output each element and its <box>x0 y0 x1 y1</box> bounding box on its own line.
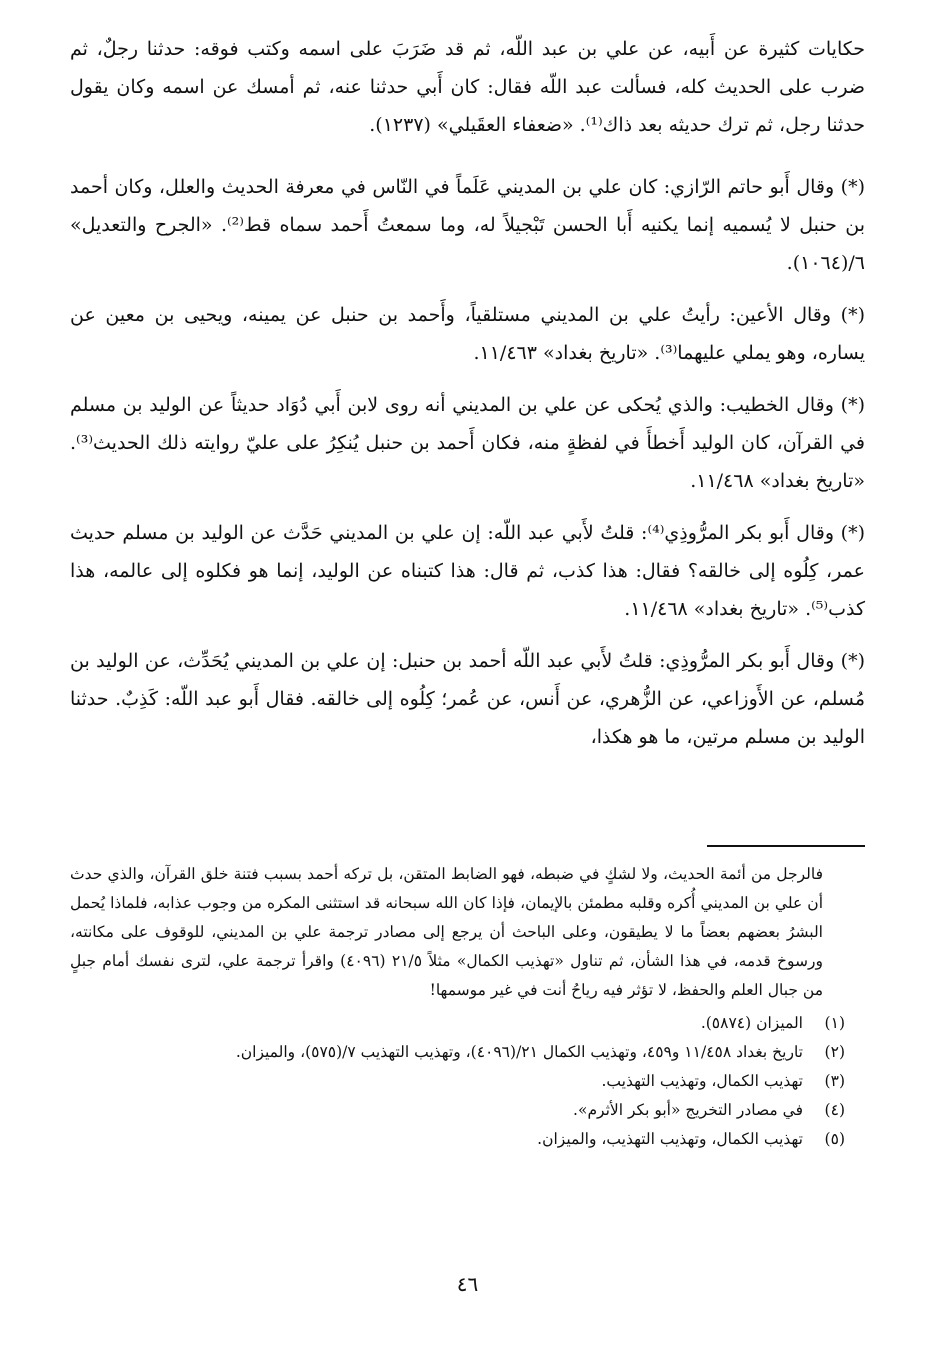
paragraph-6: (*) وقال أَبو بكر المرُّوذِي: قلتُ لأَبي عبد اللّه أحمد بن حنبل: إن علي بن المديني يُحَدِّث، عن الوليد بن مُسلم، عن الأَوزاعي، عن الزُّهري، عن أَنس، عن عُمر؛ كِلُوه إلى خالقه. فقال أَبو عبد اللّه: كَذِبٌ. حدثنا الوليد بن مسلم مرتين، ما هو هكذا، <box>70 650 865 748</box>
paragraph-1: حكايات كثيرة عن أَبيه، عن علي بن عبد اللّه، ثم قد ضَرَبَ على اسمه وكتب فوقه: حدثنا رجلٌ، ثم ضرب على الحديث كله، فسألت عبد اللّه فقال: كان أَبي حدثنا عنه، ثم أمسك عن اسمه وكان يقول حدثنا رجل، ثم ترك حديثه بعد ذاك⁽¹⁾. «ضعفاء العقَيلي» (١٢٣٧). <box>70 38 865 136</box>
footnote-divider <box>707 845 865 847</box>
footnote-item <box>70 1096 845 1125</box>
footnote-text: في مصادر التخريج «أبو بكر الأثرم». <box>573 1101 803 1119</box>
footnote-text: الميزان (٥٨٧٤). <box>700 1014 803 1032</box>
paragraph-3: (*) وقال الأعين: رأيتُ علي بن المديني مستلقياً، وأَحمد بن حنبل عن يمينه، ويحيى بن معين عن يساره، وهو يملي عليهما⁽³⁾. «تاريخ بغداد» ١١/٤٦٣. <box>70 304 865 364</box>
footnote-item <box>70 1009 845 1038</box>
footnote-item <box>70 1125 845 1154</box>
footnote-number: (٥) <box>824 1130 845 1148</box>
footnote-text: تهذيب الكمال، وتهذيب التهذيب، والميزان. <box>537 1130 803 1148</box>
page-number: ٤٦ <box>456 1272 479 1296</box>
footnote-continuation: فالرجل من أئمة الحديث، ولا لشكٍ في ضبطه، فهو الضابط المتقن، بل تركه أحمد بسبب فتنة خلق القرآن، والذي حدث أن علي بن المديني أُكره وقلبه مطمئن بالإيمان، فإذا كان الله سبحانه قد استثنى المكره من وجوب عذابه، فلماذا يُحمل البشرُ بعضهم بعضاً ما لا يطيقون، وعلى الباحث أن يرجع إلى مصادر ترجمة علي بن المديني، للوقوف على مكانته، ورسوخ قدمه، في هذا الشأن، ثم تناول «تهذيب الكمال» مثلاً ٢١/٥ (٤٠٩٦) واقرأ ترجمة علي، لترى نفسك أمام جبلٍ من جبال العلم والحفظ، لا تؤثر فيه رياحُ أنت في غير موسمها! <box>70 865 823 999</box>
footnote-number: (١) <box>824 1014 845 1032</box>
footnote-number: (٤) <box>824 1101 845 1119</box>
main-text <box>70 30 865 756</box>
footnote-number: (٢) <box>824 1043 845 1061</box>
footnotes <box>70 860 845 1154</box>
footnote-item <box>70 1067 845 1096</box>
paragraph-5: (*) وقال أَبو بكر المرُّوذِي⁽⁴⁾: قلتُ لأَبي عبد اللّه: إن علي بن المديني حَدَّث عن الوليد بن مسلم حديث عمر، كِلُوه إلى خالقه؟ فقال: هذا كذب، ثم قال: هذا كتبناه عن الوليد، إنما هو فكلوه إلى عالمه، هذا كذب⁽⁵⁾. «تاريخ بغداد» ١١/٤٦٨. <box>70 522 865 620</box>
paragraph-4: (*) وقال الخطيب: والذي يُحكى عن علي بن المديني أنه روى لابن أَبي دُوَاد حديثاً عن الوليد بن مسلم في القرآن، كان الوليد أَخطأَ في لفظةٍ منه، فكان أَحمد بن حنبل يُنكِرُ على عليّ روايته ذلك الحديث⁽³⁾. «تاريخ بغداد» ١١/٤٦٨. <box>70 394 865 492</box>
footnote-number: (٣) <box>824 1072 845 1090</box>
footnote-text: تاريخ بغداد ١١/٤٥٨ و٤٥٩، وتهذيب الكمال ٢١/(٤٠٩٦)، وتهذيب التهذيب ٧/(٥٧٥)، والميزان. <box>235 1043 803 1061</box>
footnote-text: تهذيب الكمال، وتهذيب التهذيب. <box>601 1072 803 1090</box>
paragraph-2: (*) وقال أَبو حاتم الرّازي: كان علي بن المديني عَلَماً في النّاس في معرفة الحديث والعلل، وكان أحمد بن حنبل لا يُسميه إنما يكنيه أَبا الحسن تَبْجيلاً له، وما سمعتُ أَحمد سماه قط⁽²⁾. «الجرح والتعديل» ٦/(١٠٦٤). <box>70 176 865 274</box>
footnote-item <box>70 1038 845 1067</box>
